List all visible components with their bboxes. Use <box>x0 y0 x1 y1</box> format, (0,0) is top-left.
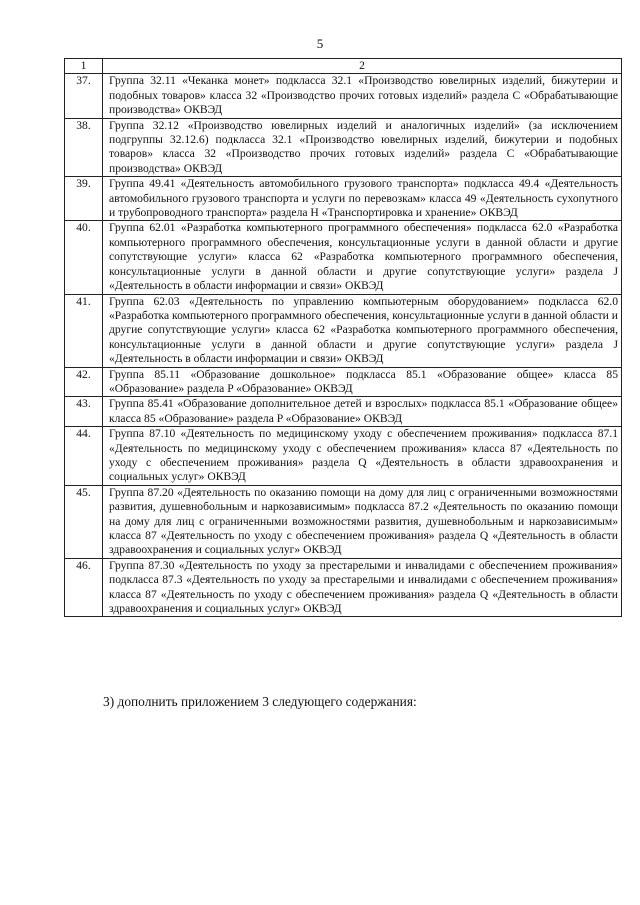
row-text: Группа 49.41 «Деятельность автомобильного грузового транспорта» подкласса 49.4 «Деятельность автомобильного грузового транспорта и услуги по перевозкам» класса 49 «Деятельность сухопутного и трубопроводного транспорта» раздела H «Транспортировка и хранение» ОКВЭД <box>103 177 622 221</box>
table-row <box>65 177 622 221</box>
row-number: 42. <box>65 367 103 397</box>
table-row <box>65 118 622 177</box>
row-number: 40. <box>65 221 103 294</box>
row-number: 38. <box>65 118 103 177</box>
row-text: Группа 87.20 «Деятельность по оказанию помощи на дому для лиц с ограниченными возможностями развития, душевнобольным и наркозависимым» подкласса 87.2 «Деятельность по оказанию помощи на дому для лиц с ограниченными возможностями развития, душевнобольным и наркозависимым» класса 87 «Деятельность по уходу с обеспечением проживания» раздела Q «Деятельность в области здравоохранения и социальных услуг» ОКВЭД <box>103 485 622 558</box>
table-header-row <box>65 59 622 74</box>
page-number: 5 <box>316 36 324 51</box>
table-row <box>65 74 622 118</box>
row-number: 43. <box>65 397 103 427</box>
row-number: 37. <box>65 74 103 118</box>
row-number: 46. <box>65 558 103 617</box>
column-header-text: 2 <box>103 59 622 74</box>
row-number: 39. <box>65 177 103 221</box>
row-text: Группа 62.01 «Разработка компьютерного программного обеспечения» подкласса 62.0 «Разработка компьютерного программного обеспечения, консультационные услуги в данной области и другие сопутствующие услуги» класса 62 «Разработка компьютерного программного обеспечения, консультационные услуги в данной области и другие сопутствующие услуги» раздела J «Деятельность в области информации и связи» ОКВЭД <box>103 221 622 294</box>
table-row <box>65 485 622 558</box>
amendment-paragraph: 3) дополнить приложением 3 следующего содержания: <box>103 694 417 709</box>
table-row <box>65 367 622 397</box>
row-text: Группа 85.41 «Образование дополнительное детей и взрослых» подкласса 85.1 «Образование общее» класса 85 «Образование» раздела P «Образование» ОКВЭД <box>103 397 622 427</box>
row-text: Группа 87.10 «Деятельность по медицинскому уходу с обеспечением проживания» подкласса 87.1 «Деятельность по медицинскому уходу с обеспечением проживания» класса 87 «Деятельность по уходу с обеспечением проживания» раздела Q «Деятельность в области здравоохранения и социальных услуг» ОКВЭД <box>103 427 622 486</box>
row-text: Группа 87.30 «Деятельность по уходу за престарелыми и инвалидами с обеспечением проживания» подкласса 87.3 «Деятельность по уходу за престарелыми и инвалидами с обеспечением проживания» класса 87 «Деятельность по уходу с обеспечением проживания» раздела Q «Деятельность в области здравоохранения и социальных услуг» ОКВЭД <box>103 558 622 617</box>
row-text: Группа 32.12 «Производство ювелирных изделий и аналогичных изделий» (за исключением подгруппы 32.12.6) подкласса 32.1 «Производство ювелирных изделий, бижутерии и подобных товаров» класса 32 «Производство прочих готовых изделий» раздела C «Обрабатывающие производства» ОКВЭД <box>103 118 622 177</box>
table-row <box>65 221 622 294</box>
row-text: Группа 62.03 «Деятельность по управлению компьютерным оборудованием» подкласса 62.0 «Разработка компьютерного программного обеспечения, консультационные услуги в данной области и другие сопутствующие услуги» класса 62 «Разработка компьютерного программного обеспечения, консультационные услуги в данной области и другие сопутствующие услуги» раздела J «Деятельность в области информации и связи» ОКВЭД <box>103 294 622 367</box>
okved-table <box>64 58 622 617</box>
row-number: 41. <box>65 294 103 367</box>
row-number: 44. <box>65 427 103 486</box>
table-row <box>65 397 622 427</box>
row-text: Группа 32.11 «Чеканка монет» подкласса 32.1 «Производство ювелирных изделий, бижутерии и подобных товаров» класса 32 «Производство прочих готовых изделий» раздела C «Обрабатывающие производства» ОКВЭД <box>103 74 622 118</box>
table-row <box>65 294 622 367</box>
table-row <box>65 427 622 486</box>
table-row <box>65 558 622 617</box>
column-header-number: 1 <box>65 59 103 74</box>
row-number: 45. <box>65 485 103 558</box>
row-text: Группа 85.11 «Образование дошкольное» подкласса 85.1 «Образование общее» класса 85 «Образование» раздела P «Образование» ОКВЭД <box>103 367 622 397</box>
